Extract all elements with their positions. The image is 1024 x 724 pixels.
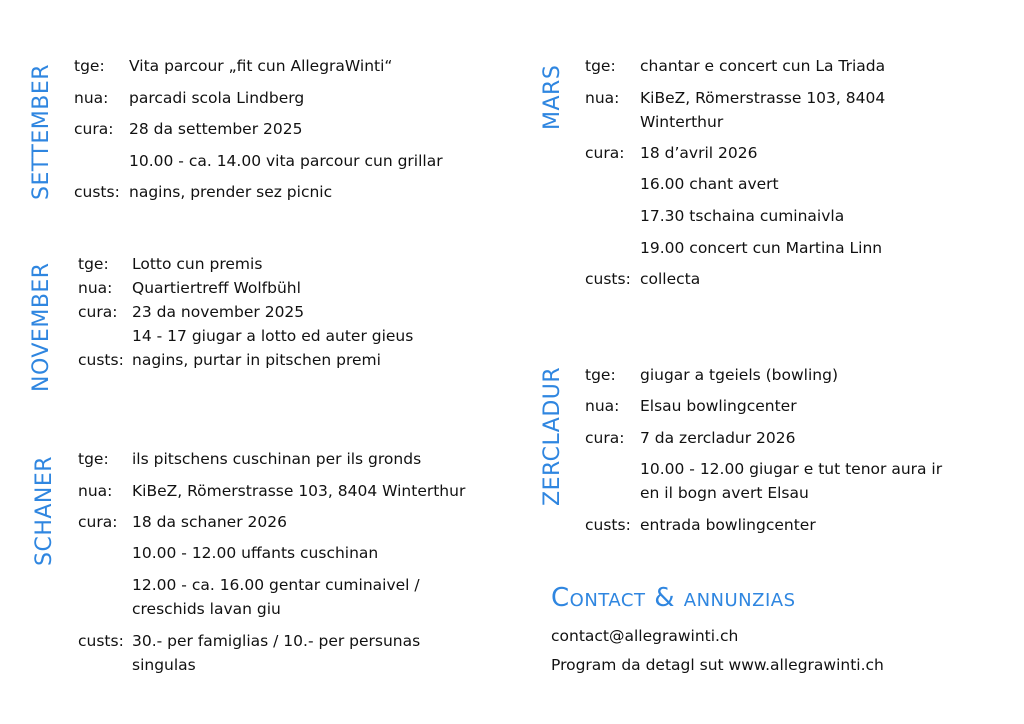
event-location: parcadi scola Lindberg: [129, 89, 305, 107]
event-location: Elsau bowlingcenter: [640, 397, 797, 415]
contact-email-link[interactable]: contact@allegrawinti.ch: [551, 627, 739, 645]
nua-label: nua:: [78, 279, 113, 297]
month-mars: MARS: [540, 64, 565, 130]
cura-label: cura:: [585, 429, 625, 447]
event-cost: nagins, prender sez picnic: [129, 183, 333, 201]
tge-label: tge:: [78, 450, 109, 468]
nua-label: nua:: [74, 89, 109, 107]
custs-label: custs:: [585, 270, 631, 288]
event-date: 18 da schaner 2026: [132, 513, 287, 531]
event-time: 17.30 tschaina cuminaivla: [640, 207, 845, 225]
event-time: 19.00 concert cun Martina Linn: [640, 239, 883, 257]
event-cost: collecta: [640, 270, 701, 288]
nua-label: nua:: [585, 89, 620, 107]
contact-heading: Contact & annunzias: [551, 583, 796, 613]
event-date: 28 da settember 2025: [129, 120, 303, 138]
event-location: KiBeZ, Römerstrasse 103, 8404: [640, 89, 886, 107]
month-september: SETTEMBER: [29, 63, 54, 200]
event-time: 10.00 - 12.00 giugar e tut tenor aura ir: [640, 460, 943, 478]
nua-label: nua:: [78, 482, 113, 500]
event-location: KiBeZ, Römerstrasse 103, 8404 Winterthur: [132, 482, 466, 500]
event-date: 23 da november 2025: [132, 303, 305, 321]
custs-label: custs:: [74, 183, 120, 201]
event-title: ils pitschens cuschinan per ils gronds: [132, 450, 422, 468]
tge-label: tge:: [74, 57, 105, 75]
nua-label: nua:: [585, 397, 620, 415]
event-cost: 30.- per famiglias / 10.- per persunas: [132, 632, 421, 650]
month-zercladur: ZERCLADUR: [540, 366, 565, 506]
event-time: 12.00 - ca. 16.00 gentar cuminaivel /: [132, 576, 420, 594]
event-time-cont: en il bogn avert Elsau: [640, 484, 809, 502]
month-november: NOVEMBER: [29, 262, 54, 392]
event-date: 7 da zercladur 2026: [640, 429, 796, 447]
custs-label: custs:: [78, 632, 124, 650]
cura-label: cura:: [78, 303, 118, 321]
month-schaner: SCHANER: [32, 455, 57, 566]
event-date: 18 d’avril 2026: [640, 144, 758, 162]
custs-label: custs:: [585, 516, 631, 534]
event-title: chantar e concert cun La Triada: [640, 57, 886, 75]
event-cost-cont: singulas: [132, 656, 196, 674]
event-cost: nagins, purtar in pitschen premi: [132, 351, 381, 369]
program-website-link[interactable]: Program da detagl sut www.allegrawinti.ch: [551, 656, 884, 674]
event-location: Quartiertreff Wolfbühl: [132, 279, 301, 297]
cura-label: cura:: [78, 513, 118, 531]
tge-label: tge:: [585, 57, 616, 75]
event-title: giugar a tgeiels (bowling): [640, 366, 839, 384]
event-time: 10.00 - ca. 14.00 vita parcour cun grillar: [129, 152, 443, 170]
event-title: Lotto cun premis: [132, 255, 263, 273]
event-cost: entrada bowlingcenter: [640, 516, 816, 534]
tge-label: tge:: [585, 366, 616, 384]
event-location-cont: Winterthur: [640, 113, 724, 131]
event-time-cont: creschids lavan giu: [132, 600, 281, 618]
custs-label: custs:: [78, 351, 124, 369]
cura-label: cura:: [585, 144, 625, 162]
event-time: 10.00 - 12.00 uffants cuschinan: [132, 544, 379, 562]
cura-label: cura:: [74, 120, 114, 138]
tge-label: tge:: [78, 255, 109, 273]
event-title: Vita parcour „fit cun AllegraWinti“: [129, 57, 393, 75]
event-time: 16.00 chant avert: [640, 175, 779, 193]
event-time: 14 - 17 giugar a lotto ed auter gieus: [132, 327, 414, 345]
